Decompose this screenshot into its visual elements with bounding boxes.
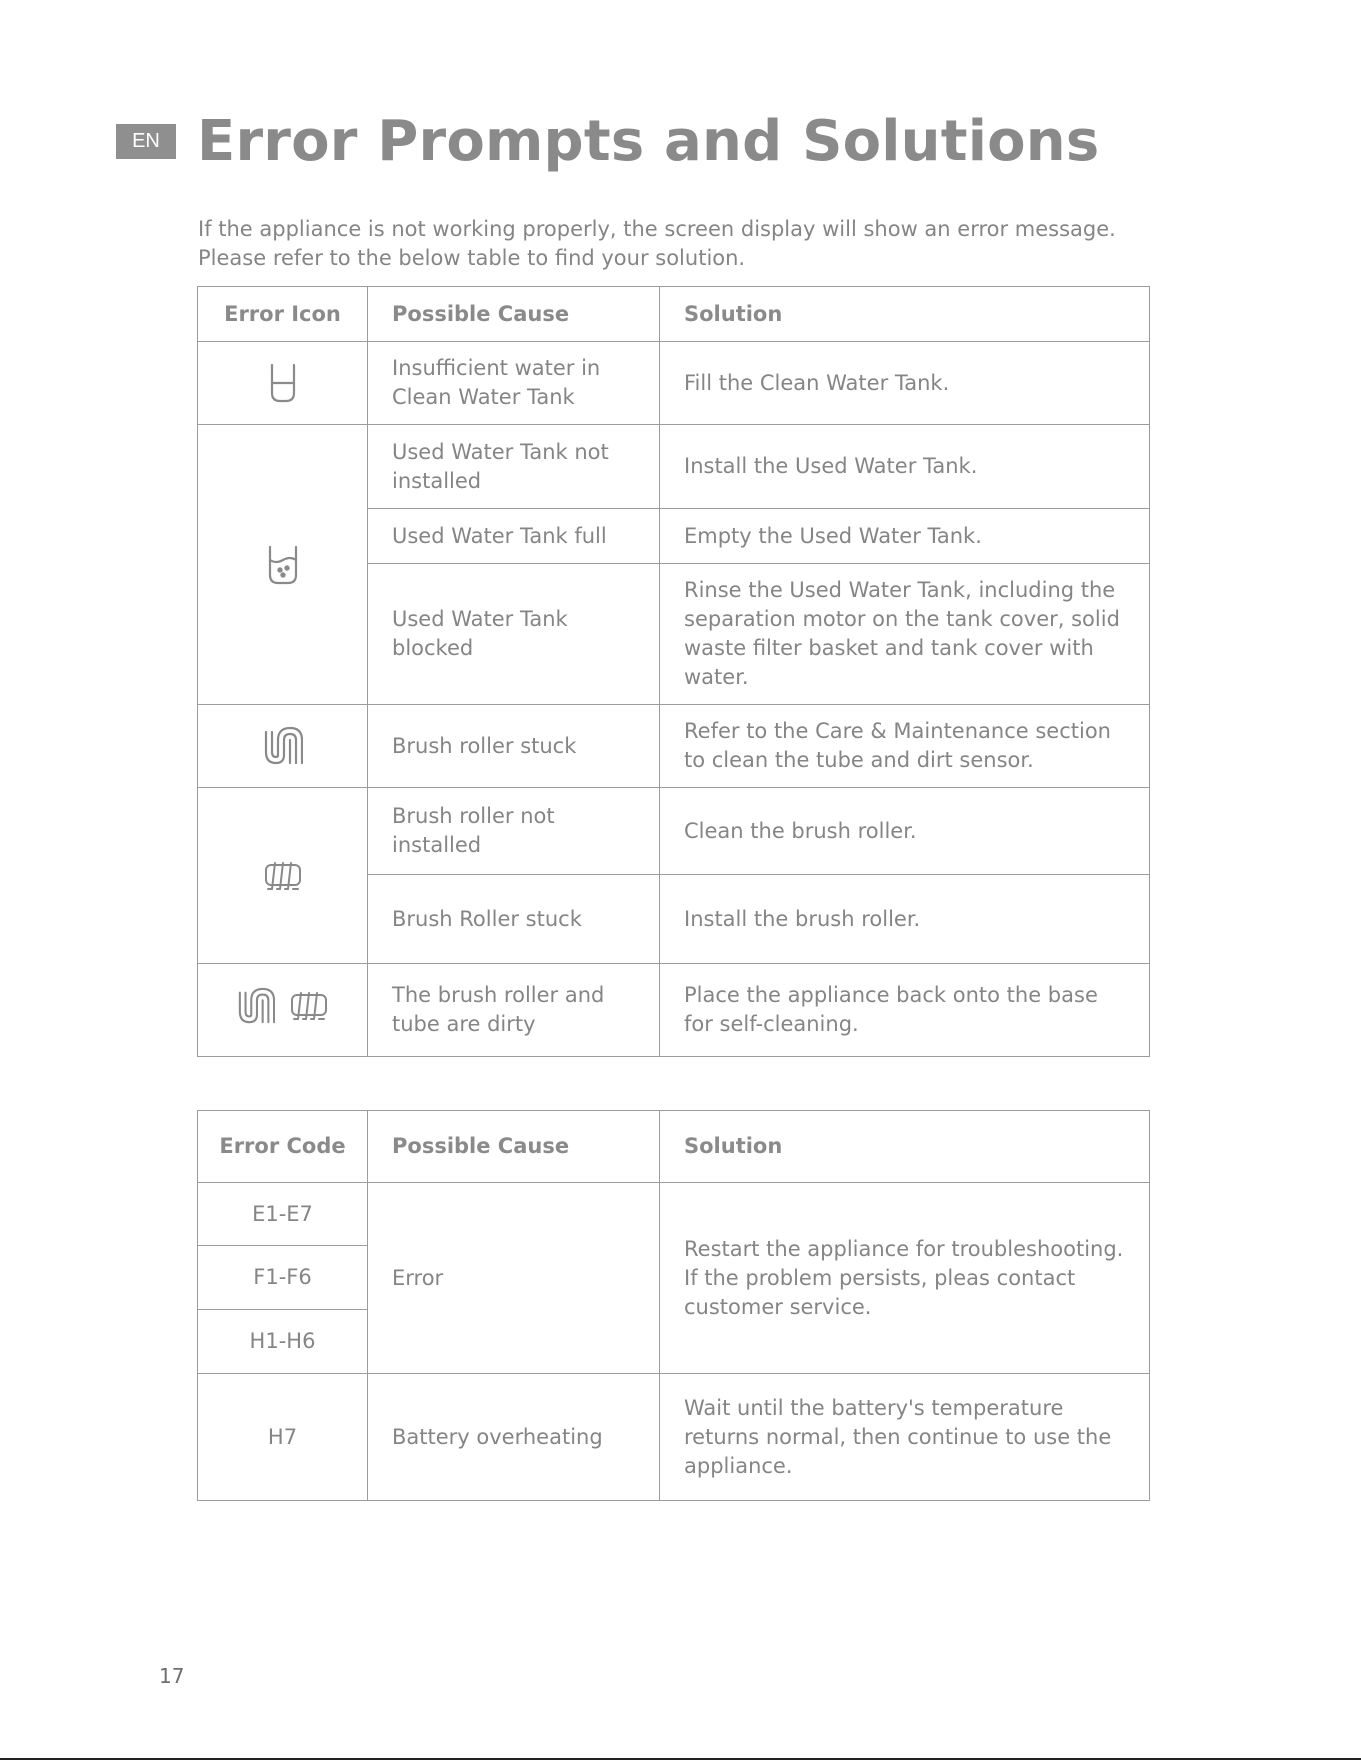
table-row [198,425,1150,509]
brush-roller-icon [263,863,303,887]
icon-cell [198,342,368,425]
cause-cell: Error [368,1183,660,1374]
cause-cell: Battery overheating [368,1374,660,1501]
error-code-cell: F1-F6 [198,1246,368,1310]
icon-cell [198,964,368,1057]
table-row [198,788,1150,875]
cause-cell: Brush Roller stuck [368,875,660,964]
tube-and-brush-roller-icon [237,986,329,1026]
icon-cell [198,705,368,788]
bottom-divider [0,1758,1361,1760]
table-row [198,342,1150,425]
language-badge: EN [116,124,176,159]
solution-cell: Place the appliance back onto the base for self-cleaning. [660,964,1150,1057]
solution-cell: Empty the Used Water Tank. [660,509,1150,564]
intro-line-2: Please refer to the below table to find your solution. [198,246,746,270]
cause-cell: Used Water Tank not installed [368,425,660,509]
table-row [198,705,1150,788]
header-possible-cause: Possible Cause [368,287,660,342]
cause-cell: The brush roller and tube are dirty [368,964,660,1057]
table-row [198,1183,1150,1246]
error-icon-table [197,286,1150,1057]
solution-cell: Restart the appliance for troubleshooting. If the problem persists, pleas contact customer service. [660,1183,1150,1374]
cause-cell: Used Water Tank blocked [368,564,660,705]
table-row [198,1374,1150,1501]
table-header-row [198,1111,1150,1183]
solution-cell: Install the brush roller. [660,875,1150,964]
cause-cell: Brush roller not installed [368,788,660,875]
error-code-cell: H1-H6 [198,1310,368,1374]
intro-line-1: If the appliance is not working properly, the screen display will show an error message. [198,217,1116,241]
header-possible-cause: Possible Cause [368,1111,660,1183]
solution-cell: Fill the Clean Water Tank. [660,342,1150,425]
cause-cell: Used Water Tank full [368,509,660,564]
page-number: 17 [159,1664,185,1688]
clean-water-tank-icon [270,370,296,394]
cause-cell: Brush roller stuck [368,705,660,788]
used-water-tank-icon [267,552,299,576]
tube-icon [263,733,303,757]
header-error-code: Error Code [198,1111,368,1183]
solution-cell: Clean the brush roller. [660,788,1150,875]
cause-cell: Insufficient water in Clean Water Tank [368,342,660,425]
error-code-cell: H7 [198,1374,368,1501]
solution-cell: Wait until the battery's temperature returns normal, then continue to use the appliance. [660,1374,1150,1501]
intro-text [198,215,1158,273]
solution-cell: Rinse the Used Water Tank, including the separation motor on the tank cover, solid waste filter basket and tank cover with water. [660,564,1150,705]
table-header-row [198,287,1150,342]
header-error-icon: Error Icon [198,287,368,342]
error-code-cell: E1-E7 [198,1183,368,1246]
icon-cell [198,425,368,705]
table-row [198,964,1150,1057]
error-code-table [197,1110,1150,1501]
header-solution: Solution [660,287,1150,342]
solution-cell: Install the Used Water Tank. [660,425,1150,509]
icon-cell [198,788,368,964]
page-title: Error Prompts and Solutions [197,109,1100,174]
solution-cell: Refer to the Care & Maintenance section to clean the tube and dirt sensor. [660,705,1150,788]
header-solution: Solution [660,1111,1150,1183]
